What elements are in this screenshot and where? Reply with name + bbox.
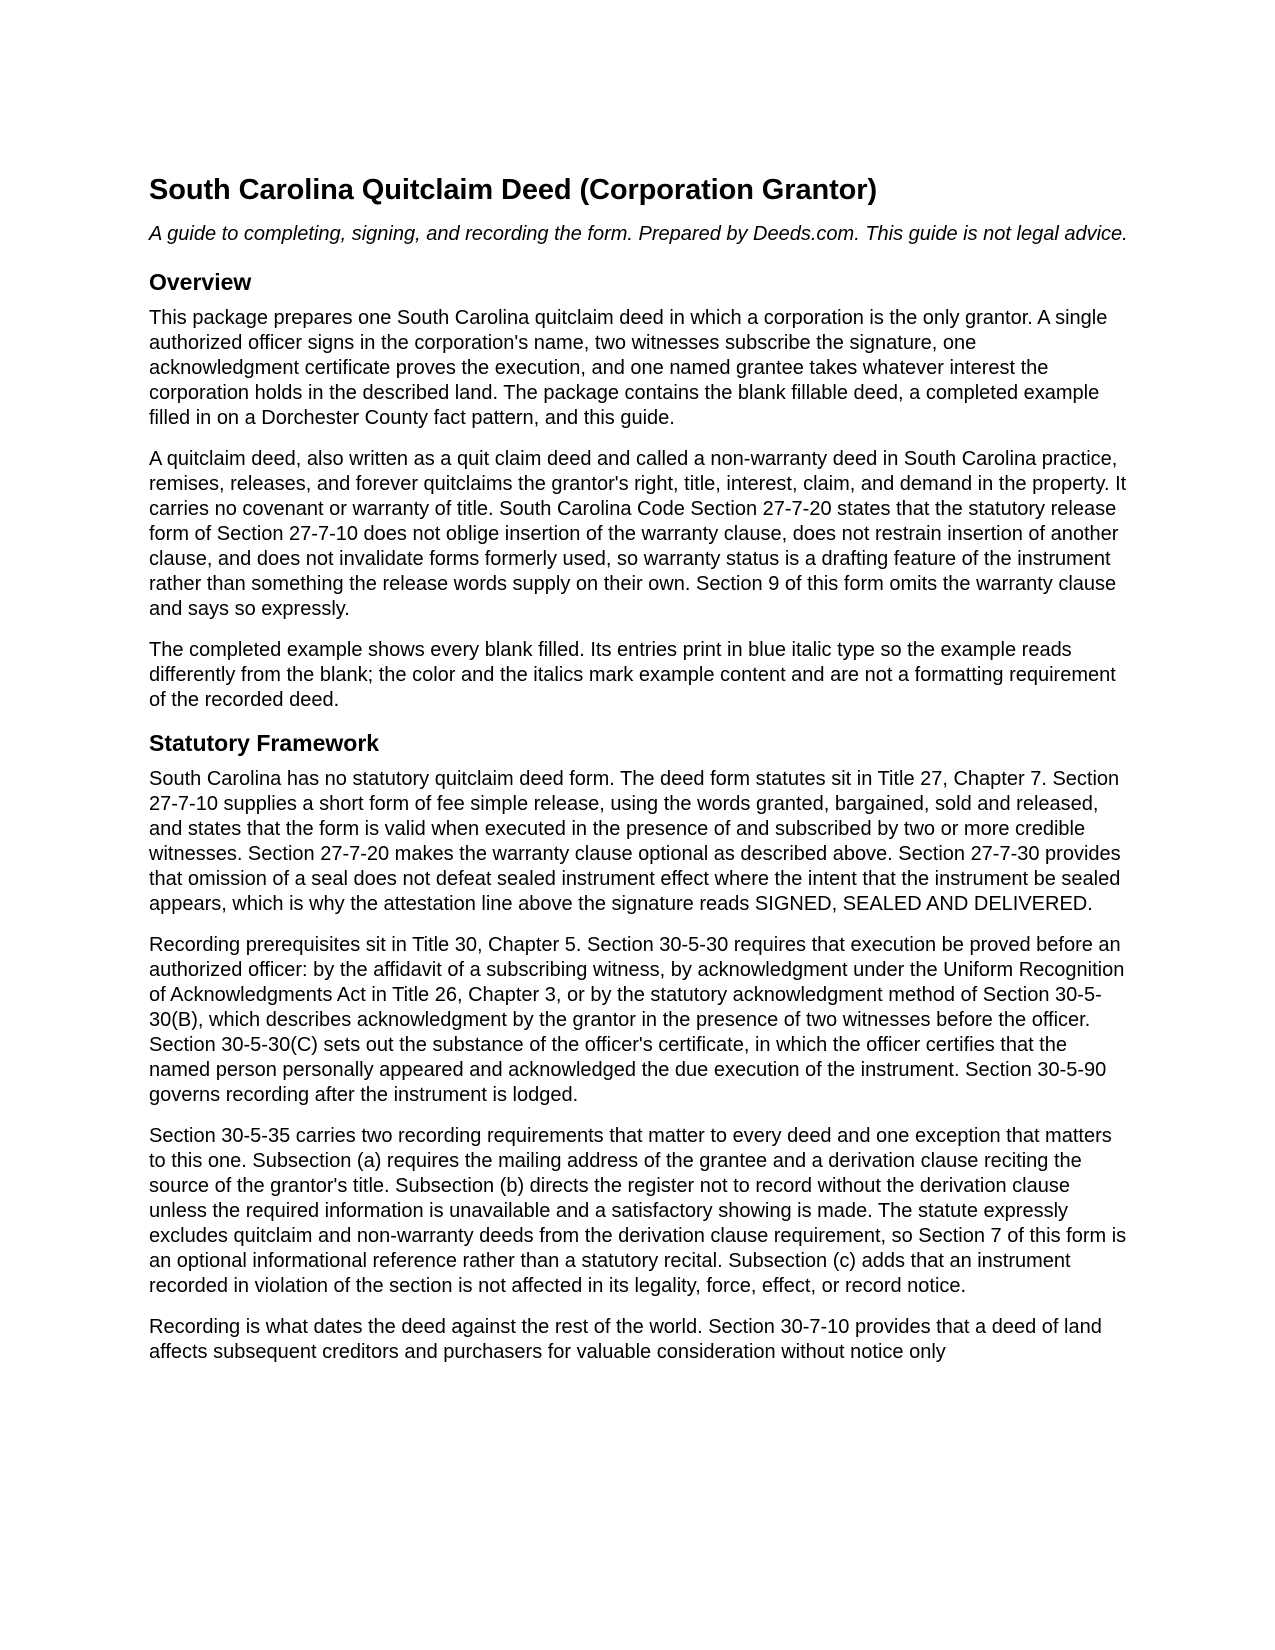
paragraph: The completed example shows every blank filled. Its entries print in blue italic type so the example reads differently from the blank; the color and the italics mark example content and are not a formatting requirement of the recorded deed. <box>149 639 1116 711</box>
section-heading: Overview <box>149 269 252 295</box>
section-heading: Statutory Framework <box>149 730 380 756</box>
paragraph: Recording is what dates the deed against the rest of the world. Section 30-7-10 provides that a deed of land affects subsequent creditors and purchasers for valuable consideration without notice only <box>149 1316 1102 1363</box>
section-overview <box>149 268 1129 713</box>
document-subtitle: A guide to completing, signing, and recording the form. Prepared by Deeds.com. This guide is not legal advice. <box>149 223 1128 245</box>
document-page <box>149 172 1129 1381</box>
paragraph: Recording prerequisites sit in Title 30, Chapter 5. Section 30-5-30 requires that execution be proved before an authorized officer: by the affidavit of a subscribing witness, by acknowledgment under the Uniform Recognition of Acknowledgments Act in Title 26, Chapter 3, or by the statutory acknowledgment method of Section 30-5-30(B), which describes acknowledgment by the grantor in the presence of two witnesses before the officer. Section 30-5-30(C) sets out the substance of the officer's certificate, in which the officer certifies that the named person personally appeared and acknowledged the due execution of the instrument. Section 30-5-90 governs recording after the instrument is lodged. <box>149 934 1125 1106</box>
document-title: South Carolina Quitclaim Deed (Corporation Grantor) <box>149 174 878 206</box>
paragraph: Section 30-5-35 carries two recording requirements that matter to every deed and one exception that matters to this one. Subsection (a) requires the mailing address of the grantee and a derivation clause reciting the source of the grantor's title. Subsection (b) directs the register not to record without the derivation clause unless the required information is unavailable and a satisfactory showing is made. The statute expressly excludes quitclaim and non-warranty deeds from the derivation clause requirement, so Section 7 of this form is an optional informational reference rather than a statutory recital. Subsection (c) adds that an instrument recorded in violation of the section is not affected in its legality, force, effect, or record notice. <box>149 1125 1127 1297</box>
paragraph: South Carolina has no statutory quitclaim deed form. The deed form statutes sit in Title 27, Chapter 7. Section 27-7-10 supplies a short form of fee simple release, using the words granted, bargained, sold and released, and states that the form is valid when executed in the presence of and subscribed by two or more credible witnesses. Section 27-7-20 makes the warranty clause optional as described above. Section 27-7-30 provides that omission of a seal does not defeat sealed instrument effect where the intent that the instrument be sealed appears, which is why the attestation line above the signature reads SIGNED, SEALED AND DELIVERED. <box>149 768 1121 915</box>
paragraph: A quitclaim deed, also written as a quit claim deed and called a non-warranty deed in South Carolina practice, remises, releases, and forever quitclaims the grantor's right, title, interest, claim, and demand in the property. It carries no covenant or warranty of title. South Carolina Code Section 27-7-20 states that the statutory release form of Section 27-7-10 does not oblige insertion of the warranty clause, does not restrain insertion of another clause, and does not invalidate forms formerly used, so warranty status is a drafting feature of the instrument rather than something the release words supply on their own. Section 9 of this form omits the warranty clause and says so expressly. <box>149 448 1127 620</box>
paragraph: This package prepares one South Carolina quitclaim deed in which a corporation is the only grantor. A single authorized officer signs in the corporation's name, two witnesses subscribe the signature, one acknowledgment certificate proves the execution, and one named grantee takes whatever interest the corporation holds in the described land. The package contains the blank fillable deed, a completed example filled in on a Dorchester County fact pattern, and this guide. <box>149 307 1108 429</box>
section-statutory-framework <box>149 729 1129 1365</box>
